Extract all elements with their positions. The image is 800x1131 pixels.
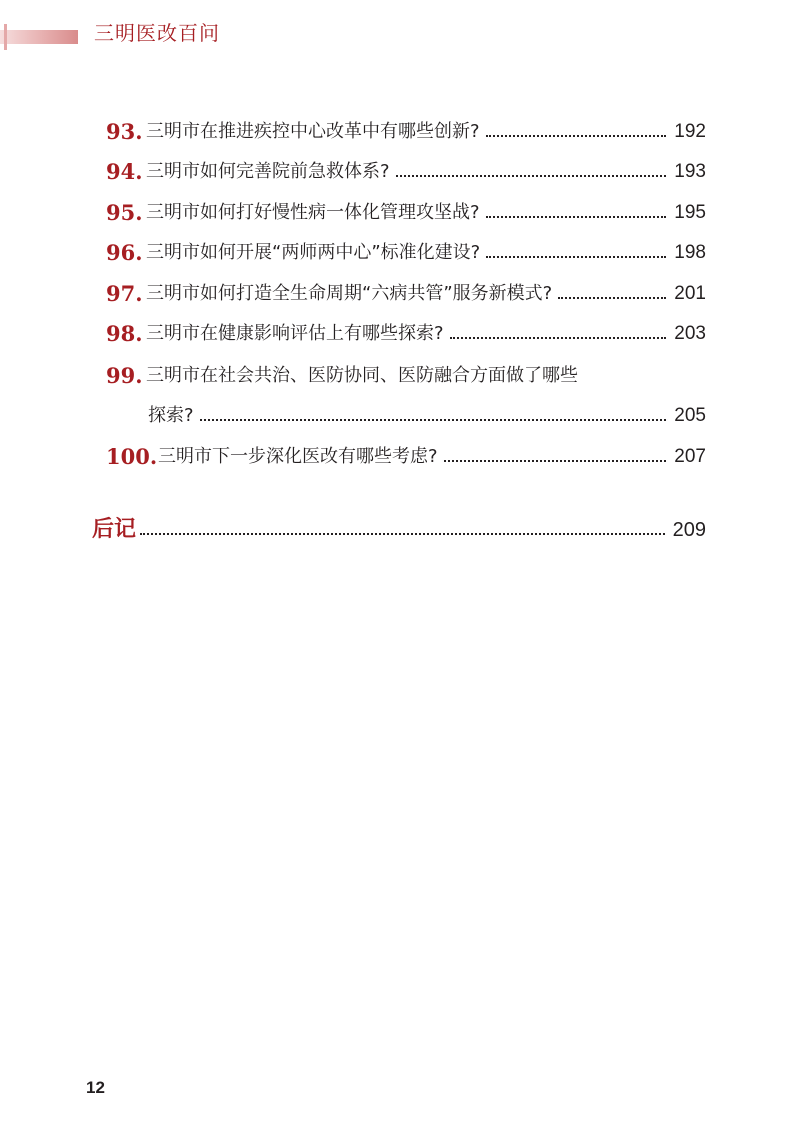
entry-title: 三明市如何完善院前急救体系?	[146, 161, 390, 182]
entry-title: 三明市如何打造全生命周期“六病共管”服务新模式?	[146, 283, 553, 304]
toc-entry-96[interactable]	[106, 238, 706, 268]
toc-entry-99[interactable]	[106, 361, 706, 391]
dot-leader	[450, 336, 667, 339]
toc-entry-97[interactable]	[106, 279, 706, 309]
toc-entry-afterword[interactable]	[92, 512, 706, 548]
entry-page: 201	[674, 283, 706, 304]
entry-number: 94.	[106, 159, 143, 184]
entry-number: 100.	[106, 444, 158, 469]
afterword-label: 后记	[92, 517, 137, 542]
entry-number: 97.	[106, 281, 143, 306]
entry-number: 98.	[106, 321, 143, 346]
entry-title: 三明市在社会共治、医防协同、医防融合方面做了哪些	[146, 365, 578, 386]
entry-title: 三明市在健康影响评估上有哪些探索?	[146, 323, 444, 344]
entry-number: 96.	[106, 240, 143, 265]
dot-leader	[486, 215, 667, 218]
dot-leader	[200, 418, 667, 421]
dot-leader	[486, 255, 666, 258]
entry-page: 198	[674, 242, 706, 263]
dot-leader	[444, 459, 667, 462]
toc-entry-98[interactable]	[106, 319, 706, 349]
dot-leader	[486, 134, 667, 137]
entry-title: 三明市如何开展“两师两中心”标准化建设?	[146, 242, 481, 263]
entry-page: 209	[672, 519, 706, 541]
toc-entry-100[interactable]	[106, 442, 706, 472]
entry-page: 207	[674, 446, 706, 467]
entry-number: 93.	[106, 119, 143, 144]
toc-entry-99-continuation[interactable]	[148, 401, 706, 431]
entry-title: 三明市如何打好慢性病一体化管理攻坚战?	[146, 202, 480, 223]
dot-leader	[396, 174, 667, 177]
toc-entry-95[interactable]	[106, 198, 706, 228]
dot-leader	[140, 532, 665, 535]
entry-number: 95.	[106, 200, 143, 225]
entry-title: 三明市下一步深化医改有哪些考虑?	[158, 446, 438, 467]
entry-page: 203	[674, 323, 706, 344]
entry-page: 192	[674, 121, 706, 142]
header-decoration-bar	[0, 30, 78, 44]
entry-page: 193	[674, 161, 706, 182]
toc-entry-94[interactable]	[106, 157, 706, 187]
entry-title: 三明市在推进疾控中心改革中有哪些创新?	[146, 121, 480, 142]
entry-page: 195	[674, 202, 706, 223]
page-number: 12	[86, 1078, 105, 1097]
running-header-title: 三明医改百问	[94, 21, 220, 45]
entry-title-continuation: 探索?	[148, 405, 194, 426]
entry-number: 99.	[106, 363, 143, 388]
dot-leader	[558, 296, 666, 299]
entry-page: 205	[674, 405, 706, 426]
toc-entry-93[interactable]	[106, 117, 706, 147]
